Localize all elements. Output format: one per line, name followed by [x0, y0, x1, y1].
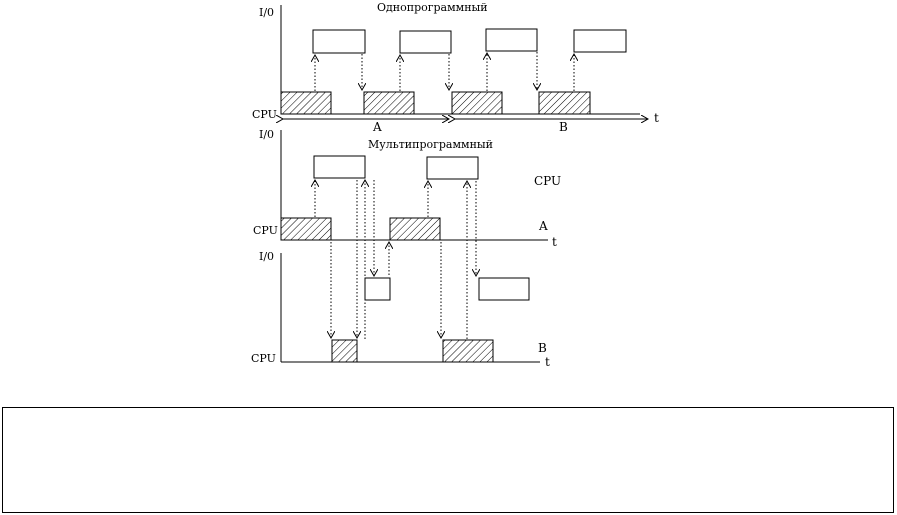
single-io-operation — [313, 30, 365, 53]
multi-b-io-operation — [365, 278, 390, 300]
multi-a-time-label: t — [552, 235, 557, 249]
single-time-label: t — [654, 111, 659, 125]
multi-b-program-label: B — [538, 341, 547, 355]
single-io-operation — [400, 31, 451, 53]
span-a-label: A — [373, 120, 382, 134]
multi-title: Мультипрограммный — [368, 138, 494, 151]
multi-program-panel — [251, 128, 561, 369]
empty-frame — [2, 407, 894, 513]
multi-a-io-operation — [314, 156, 365, 178]
span-b-label: B — [559, 120, 568, 134]
multi-b-io-label: I/0 — [259, 250, 275, 263]
single-io-operation — [574, 30, 626, 52]
multi-a-io-label: I/0 — [259, 128, 275, 141]
single-program-panel — [252, 1, 659, 134]
multi-a-cpu-burst — [390, 218, 440, 240]
multi-a-program-label: A — [539, 219, 548, 233]
single-cpu-burst — [539, 92, 590, 114]
multi-cpu-caption: CPU — [534, 174, 562, 188]
multi-b-cpu-burst — [443, 340, 493, 362]
multi-b-io-operation — [479, 278, 529, 300]
multi-a-cpu-burst — [281, 218, 331, 240]
single-cpu-burst — [452, 92, 502, 114]
single-cpu-label: CPU — [252, 108, 277, 121]
multi-a-cpu-label: CPU — [253, 224, 278, 237]
single-io-operation — [486, 29, 537, 51]
single-cpu-burst — [281, 92, 331, 114]
single-title: Однопрограммный — [377, 1, 488, 14]
multi-a-io-operation — [427, 157, 478, 179]
multi-b-cpu-burst — [332, 340, 357, 362]
single-io-label: I/0 — [259, 6, 275, 19]
multi-b-cpu-label: CPU — [251, 352, 276, 365]
multi-b-time-label: t — [545, 355, 550, 369]
single-cpu-burst — [364, 92, 414, 114]
